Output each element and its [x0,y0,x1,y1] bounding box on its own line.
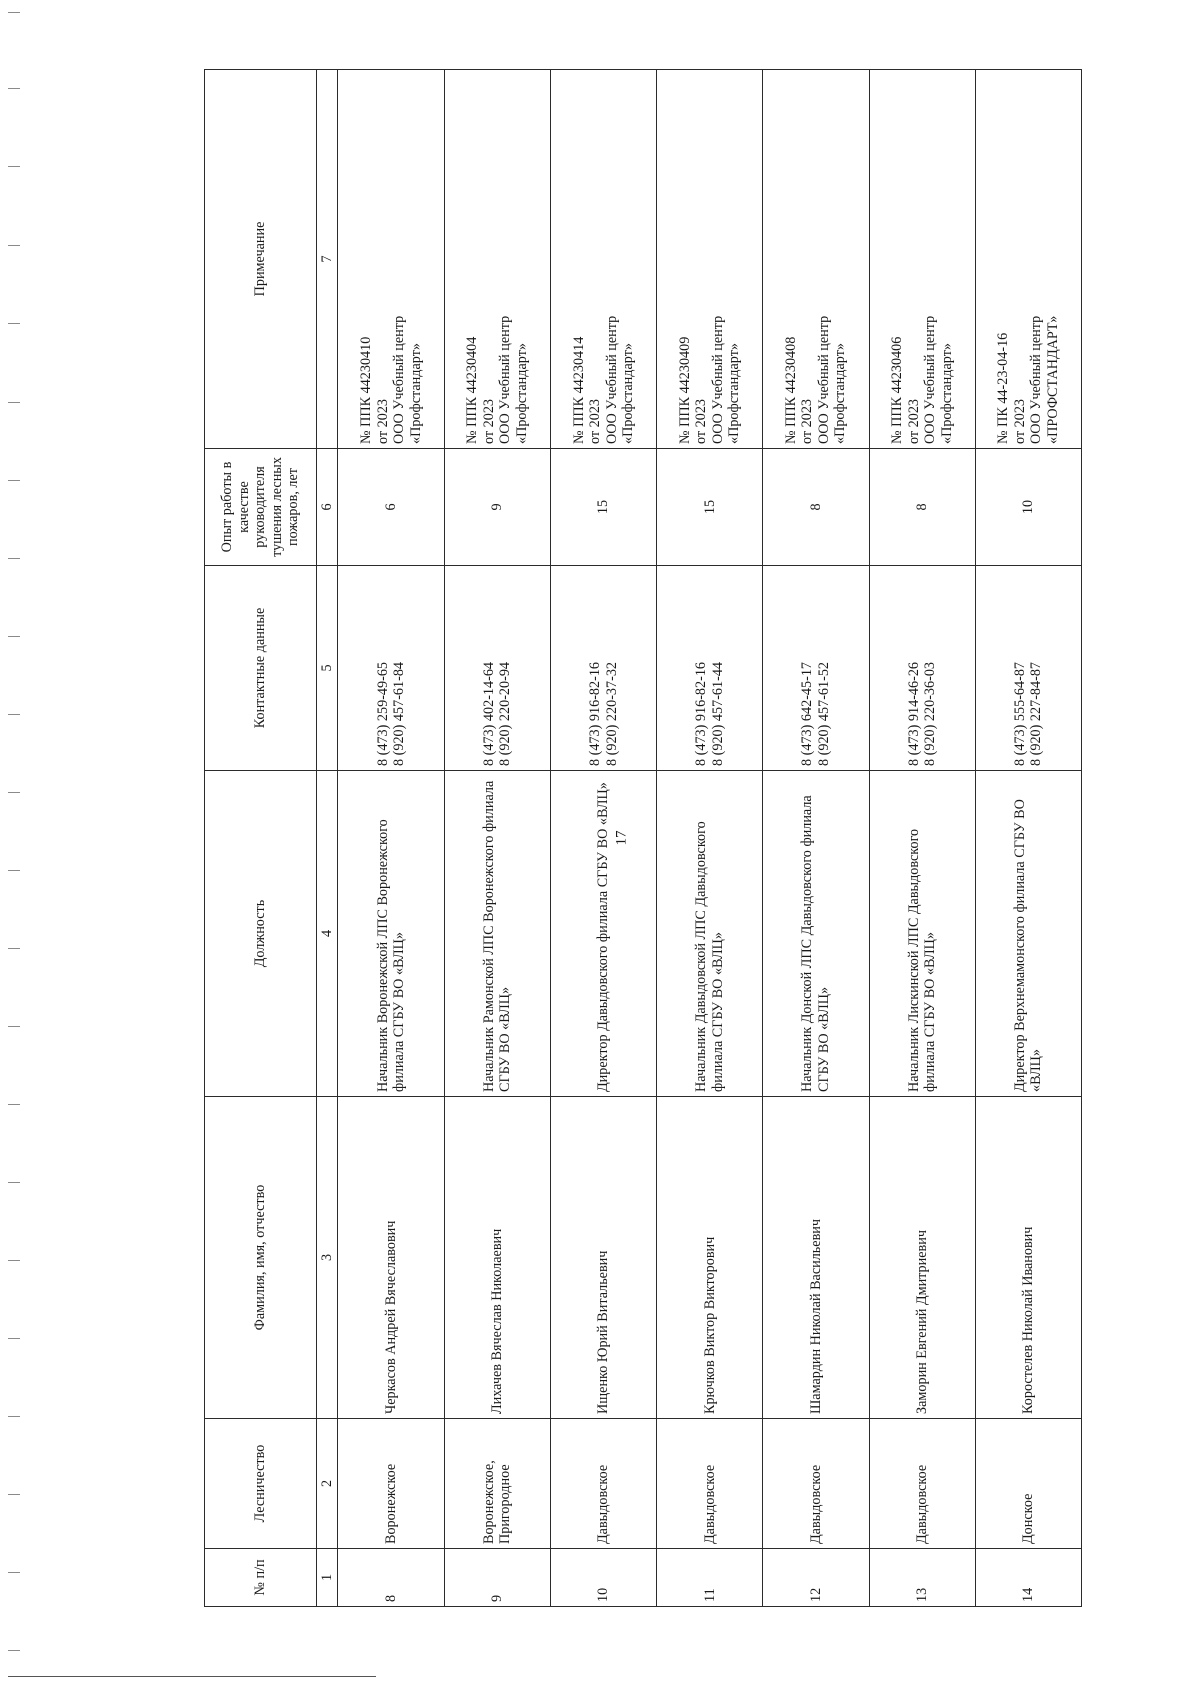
cell-experience: 6 [338,449,444,566]
phone-office: 8 (473) 555-64-87 [1011,661,1028,766]
margin-tick [8,1182,20,1183]
header-position: Должность [205,771,317,1097]
header-note: Примечание [205,70,317,449]
note-org: ООО Учебный центр [1028,315,1045,444]
cell-note [975,70,1081,449]
cell-position: Начальник Давыдовской ЛПС Давыдовского филиала СГБУ ВО «ВЛЦ» [657,771,763,1097]
column-number: 2 [317,1419,338,1549]
cell-contacts [338,566,444,771]
phone-mobile: 8 (920) 457-61-44 [709,661,726,766]
cell-forestry: Давыдовское [657,1419,763,1549]
header-experience: Опыт работы в качестве руководителя тушения лесных пожаров, лет [205,449,317,566]
margin-tick [8,870,20,871]
note-year: от 2023 [799,398,816,444]
note-org-name: «Профстандарт» [513,343,530,444]
page-number: 17 [613,830,630,846]
table-row [338,70,444,1607]
cell-forestry: Воронежское [338,1419,444,1549]
cell-note [444,70,550,449]
note-year: от 2023 [374,398,391,444]
cell-num: 9 [444,1549,550,1607]
personnel-table [204,69,1082,1607]
note-org-name: «Профстандарт» [726,343,743,444]
note-org-name: «ПРОФСТАНДАРТ» [1044,315,1061,444]
header-name: Фамилия, имя, отчество [205,1097,317,1419]
margin-tick [8,1494,20,1495]
phone-office: 8 (473) 914-46-26 [905,661,922,766]
note-certificate: № ППК 44230404 [464,336,481,444]
phone-office: 8 (473) 402-14-64 [480,661,497,766]
cell-position: Начальник Рамонской ЛПС Воронежского филиала СГБУ ВО «ВЛЦ» [444,771,550,1097]
cell-experience: 10 [975,449,1081,566]
table-row [975,70,1081,1607]
column-number: 7 [317,70,338,449]
note-certificate: № ППК 44230408 [783,336,800,444]
cell-contacts [975,566,1081,771]
note-certificate: № ППК 44230406 [889,336,906,444]
phone-mobile: 8 (920) 457-61-84 [391,661,408,766]
table-header-row [205,70,317,1607]
cell-num: 8 [338,1549,444,1607]
note-certificate: № ППК 44230409 [676,336,693,444]
margin-tick [8,792,20,793]
margin-tick [8,1338,20,1339]
column-number-row [317,70,338,1607]
cell-name: Заморин Евгений Дмитриевич [869,1097,975,1419]
cell-contacts [763,566,869,771]
note-org: ООО Учебный центр [709,315,726,444]
phone-office: 8 (473) 916-82-16 [693,661,710,766]
cell-num: 13 [869,1549,975,1607]
note-year: от 2023 [693,398,710,444]
cell-name: Ищенко Юрий Витальевич [550,1097,656,1419]
cell-forestry: Давыдовское [550,1419,656,1549]
cell-experience: 8 [763,449,869,566]
cell-name: Крючков Виктор Викторович [657,1097,763,1419]
margin-tick [8,402,20,403]
note-year: от 2023 [587,398,604,444]
cell-num: 11 [657,1549,763,1607]
cell-contacts [444,566,550,771]
note-org: ООО Учебный центр [391,315,408,444]
note-year: от 2023 [1011,398,1028,444]
note-certificate: № ППК 44230410 [358,336,375,444]
phone-mobile: 8 (920) 220-36-03 [922,661,939,766]
note-org: ООО Учебный центр [815,315,832,444]
margin-tick [8,1104,20,1105]
column-number: 6 [317,449,338,566]
cell-note [550,70,656,449]
note-year: от 2023 [480,398,497,444]
margin-tick [8,558,20,559]
margin-tick [8,714,20,715]
cell-note [869,70,975,449]
margin-tick [8,323,20,324]
note-certificate: № ПК 44-23-04-16 [995,332,1012,444]
phone-mobile: 8 (920) 220-20-94 [497,661,514,766]
note-org: ООО Учебный центр [497,315,514,444]
cell-contacts [657,566,763,771]
cell-name: Лихачев Вячеслав Николаевич [444,1097,550,1419]
cell-position: Начальник Донской ЛПС Давыдовского филиала СГБУ ВО «ВЛЦ» [763,771,869,1097]
phone-office: 8 (473) 259-49-65 [374,661,391,766]
cell-forestry: Давыдовское [763,1419,869,1549]
table-row [763,70,869,1607]
cell-position: Начальник Лискинской ЛПС Давыдовского филиала СГБУ ВО «ВЛЦ» [869,771,975,1097]
margin-tick [8,480,20,481]
cell-note [657,70,763,449]
phone-office: 8 (473) 642-45-17 [799,661,816,766]
phone-mobile: 8 (920) 457-61-52 [815,661,832,766]
cell-position: Директор Верхнемамонского филиала СГБУ ВО «ВЛЦ» [975,771,1081,1097]
column-number: 1 [317,1549,338,1607]
cell-experience: 15 [550,449,656,566]
margin-tick [8,1650,20,1651]
cell-experience: 9 [444,449,550,566]
margin-tick [8,1416,20,1417]
note-org: ООО Учебный центр [922,315,939,444]
cell-experience: 8 [869,449,975,566]
cell-note [338,70,444,449]
cell-note [763,70,869,449]
cell-name: Коростелев Николай Иванович [975,1097,1081,1419]
cell-name: Черкасов Андрей Вячеславович [338,1097,444,1419]
margin-tick [8,1572,20,1573]
note-org: ООО Учебный центр [603,315,620,444]
note-org-name: «Профстандарт» [938,343,955,444]
note-org-name: «Профстандарт» [407,343,424,444]
rotated-table-container [204,70,1082,1607]
cell-forestry: Давыдовское [869,1419,975,1549]
column-number: 4 [317,771,338,1097]
cell-contacts [869,566,975,771]
cell-name: Шамардин Николай Васильевич [763,1097,869,1419]
cell-experience: 15 [657,449,763,566]
cell-forestry: Воронежское, Пригородное [444,1419,550,1549]
phone-mobile: 8 (920) 227-84-87 [1028,661,1045,766]
phone-mobile: 8 (920) 220-37-32 [603,661,620,766]
note-org-name: «Профстандарт» [832,343,849,444]
cell-num: 10 [550,1549,656,1607]
table-row [550,70,656,1607]
margin-tick [8,1260,20,1261]
column-number: 5 [317,566,338,771]
note-org-name: «Профстандарт» [619,343,636,444]
margin-tick [8,948,20,949]
cell-forestry: Донское [975,1419,1081,1549]
margin-tick [8,166,20,167]
cell-position: Начальник Воронежской ЛПС Воронежского филиала СГБУ ВО «ВЛЦ» [338,771,444,1097]
column-number: 3 [317,1097,338,1419]
cell-position: Директор Давыдовского филиала СГБУ ВО «ВЛЦ» [550,771,656,1097]
cell-num: 14 [975,1549,1081,1607]
margin-tick [8,12,20,13]
cell-contacts [550,566,656,771]
margin-tick [8,636,20,637]
margin-tick [8,245,20,246]
table-row [657,70,763,1607]
scan-edge-line [8,1676,376,1677]
note-year: от 2023 [905,398,922,444]
margin-tick [8,1026,20,1027]
margin-tick [8,88,20,89]
phone-office: 8 (473) 916-82-16 [587,661,604,766]
header-contacts: Контактные данные [205,566,317,771]
note-certificate: № ППК 44230414 [570,336,587,444]
header-num: № п/п [205,1549,317,1607]
table-row [869,70,975,1607]
cell-num: 12 [763,1549,869,1607]
header-forestry: Лесничество [205,1419,317,1549]
table-row [444,70,550,1607]
